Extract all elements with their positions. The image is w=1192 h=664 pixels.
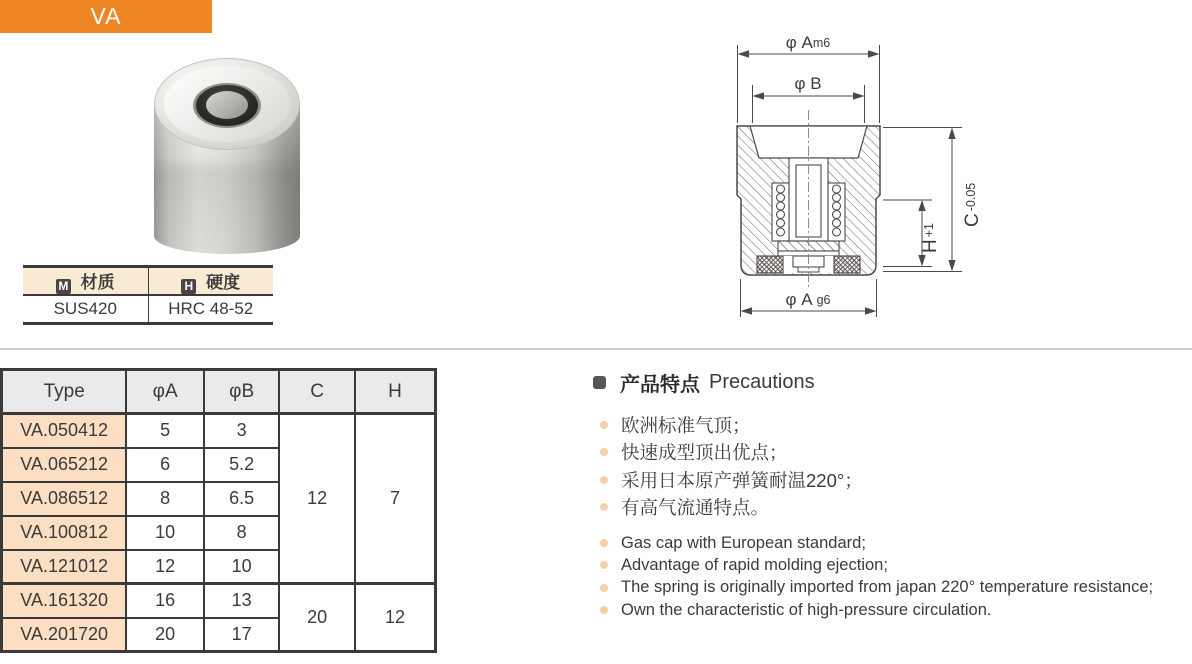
material-header-cell [23, 267, 148, 296]
dim-label-phi-a-m6: φ Am6 [785, 33, 831, 52]
cell-phi-a: 16 [126, 584, 204, 618]
dim-label-c: C-0.05 [962, 182, 983, 227]
features-header [593, 368, 1192, 396]
feature-text: 有高气流通特点。 [621, 497, 770, 519]
list-item [593, 532, 1153, 554]
table-row [2, 584, 436, 618]
technical-drawing [690, 15, 990, 345]
list-item [593, 494, 863, 522]
feature-text: The spring is originally imported from japan 220° temperature resistance; [621, 578, 1154, 597]
cell-phi-a: 5 [126, 414, 204, 448]
bullet-dot-icon [600, 448, 608, 456]
hardness-icon: H [181, 279, 196, 294]
feature-text: 快速成型顶出优点； [621, 442, 788, 464]
material-icon: M [56, 279, 71, 294]
col-header-phi-b: φB [204, 370, 280, 414]
feature-text: 欧洲标准气顶； [621, 414, 751, 436]
cell-type: VA.201720 [2, 618, 127, 652]
hardness-value: HRC 48-52 [148, 295, 273, 323]
photo-center-pin [206, 91, 248, 119]
dim-label-phi-b: φ B [794, 74, 822, 93]
cell-c-group1: 12 [279, 414, 355, 584]
bullet-dot-icon [600, 584, 608, 592]
bullet-dot-icon [600, 421, 608, 429]
cell-phi-a: 10 [126, 516, 204, 550]
material-header-label: 材质 [80, 273, 115, 292]
bullet-dot-icon [600, 539, 608, 547]
dim-label-phi-a-g6: φ A g6 [785, 290, 831, 309]
cell-phi-a: 12 [126, 550, 204, 584]
col-header-c: C [279, 370, 355, 414]
feature-text: Advantage of rapid molding ejection; [621, 555, 888, 574]
cell-type: VA.161320 [2, 584, 127, 618]
cell-phi-b: 13 [204, 584, 280, 618]
features-title-cn: 产品特点 [620, 373, 700, 396]
hardness-header-cell [148, 267, 273, 296]
bullet-dot-icon [600, 606, 608, 614]
list-item [593, 439, 863, 467]
spec-header-row [2, 370, 436, 414]
cell-phi-b: 10 [204, 550, 280, 584]
list-item [593, 577, 1153, 599]
col-header-type: Type [2, 370, 127, 414]
cell-type: VA.050412 [2, 414, 127, 448]
cell-type: VA.100812 [2, 516, 127, 550]
cell-phi-a: 8 [126, 482, 204, 516]
bullet-dot-icon [600, 476, 608, 484]
features-list-cn [593, 411, 863, 521]
features-title-en: Precautions [709, 370, 815, 393]
feature-text: Own the characteristic of high-pressure circulation. [621, 600, 992, 619]
part-cross-section [737, 110, 880, 287]
series-badge: VA [0, 0, 212, 33]
cell-type: VA.065212 [2, 448, 127, 482]
square-bullet-icon [593, 376, 606, 389]
cell-h-group1: 7 [355, 414, 436, 584]
bullet-dot-icon [600, 561, 608, 569]
cell-phi-b: 17 [204, 618, 280, 652]
cell-c-group2: 20 [279, 584, 355, 652]
product-photo [152, 58, 302, 253]
col-header-phi-a: φA [126, 370, 204, 414]
list-item [593, 411, 863, 439]
spec-table [0, 368, 437, 653]
features-list-en [593, 532, 1153, 621]
list-item [593, 554, 1153, 576]
cell-phi-b: 6.5 [204, 482, 280, 516]
cell-phi-b: 8 [204, 516, 280, 550]
cell-type: VA.086512 [2, 482, 127, 516]
col-header-h: H [355, 370, 436, 414]
material-table-value-row [23, 295, 273, 323]
dim-label-h: H+1 [920, 223, 941, 253]
cell-phi-b: 3 [204, 414, 280, 448]
list-item [593, 599, 1153, 621]
material-table-header-row [23, 267, 273, 296]
cell-phi-a: 6 [126, 448, 204, 482]
material-value: SUS420 [23, 295, 148, 323]
table-row [2, 414, 436, 448]
hardness-header-label: 硬度 [206, 273, 241, 292]
cell-h-group2: 12 [355, 584, 436, 652]
section-divider [0, 348, 1192, 350]
material-table [23, 265, 273, 325]
list-item [593, 466, 863, 494]
feature-text: Gas cap with European standard; [621, 533, 866, 552]
cell-type: VA.121012 [2, 550, 127, 584]
cell-phi-b: 5.2 [204, 448, 280, 482]
bullet-dot-icon [600, 503, 608, 511]
features-section [593, 368, 1192, 619]
cell-phi-a: 20 [126, 618, 204, 652]
feature-text: 采用日本原产弹簧耐温220°； [621, 469, 863, 491]
